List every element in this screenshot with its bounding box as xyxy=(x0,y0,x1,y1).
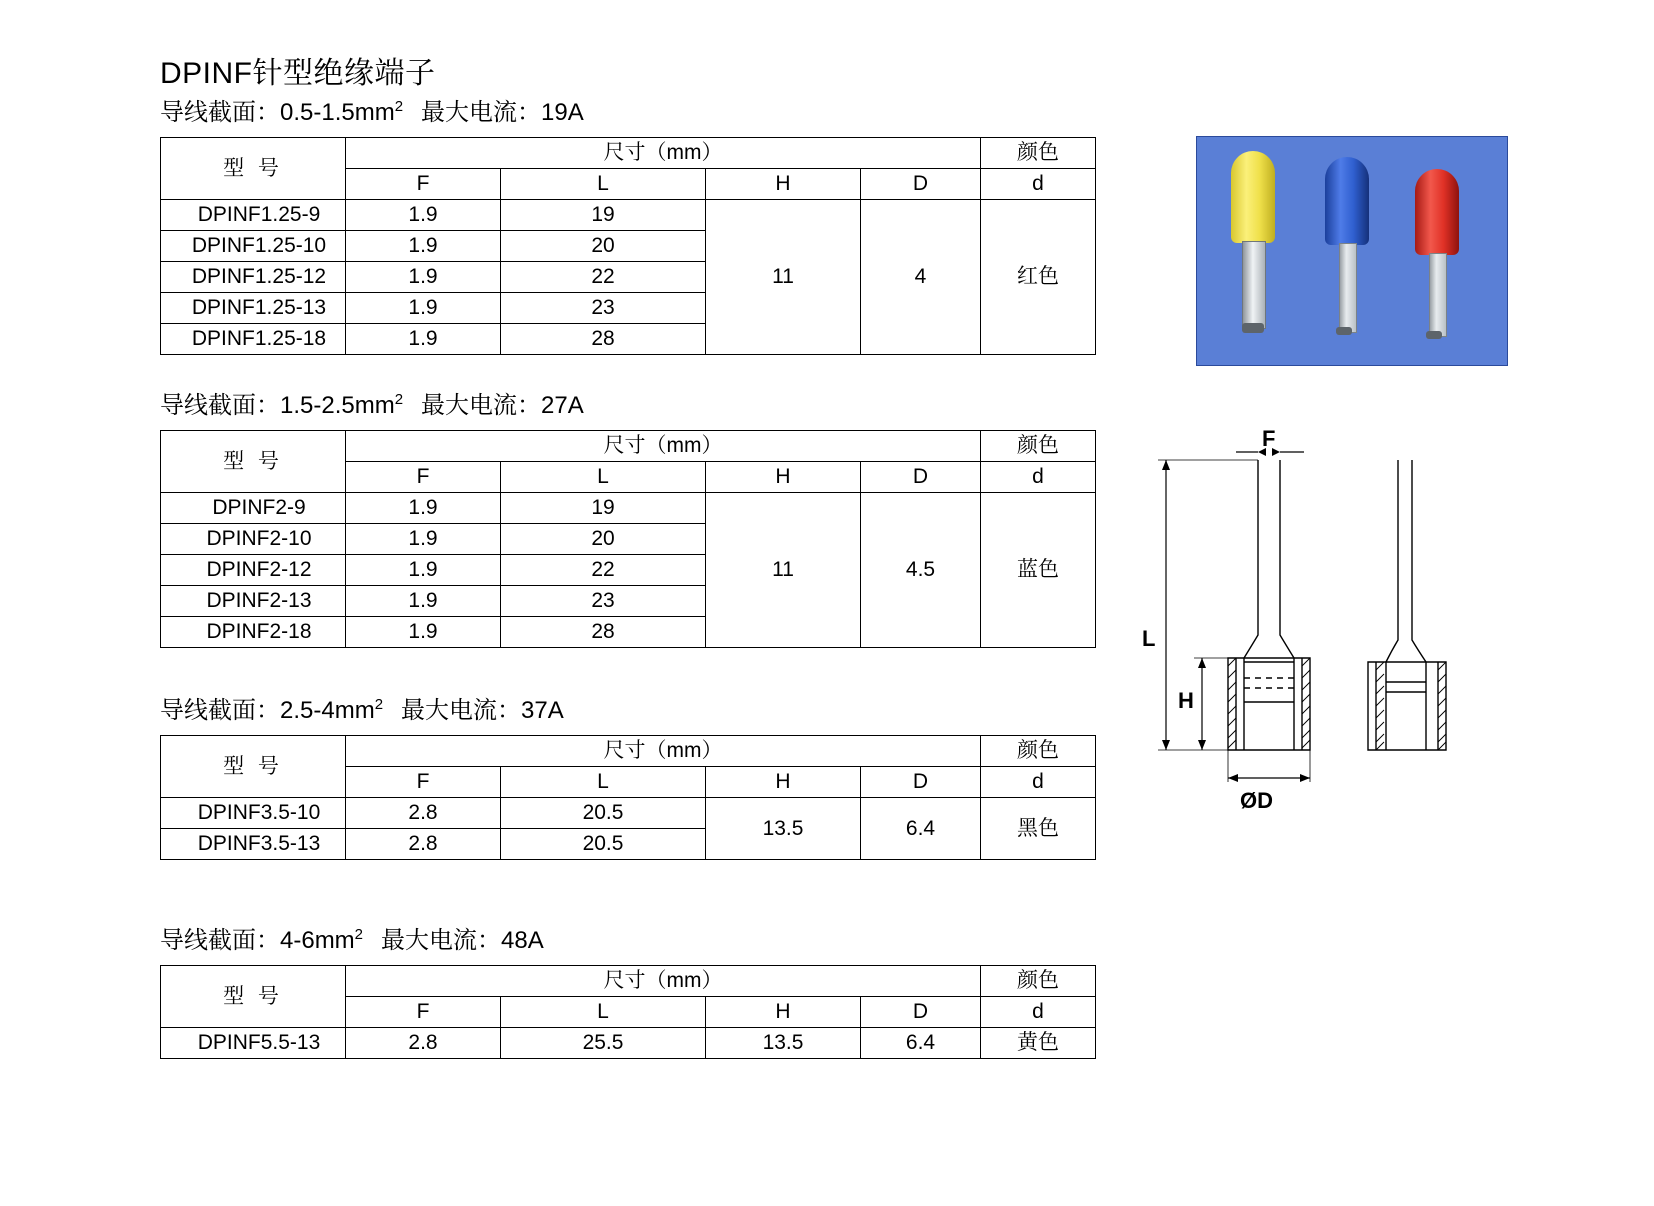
cell-model: DPINF3.5-13 xyxy=(161,829,346,860)
cell-f: 1.9 xyxy=(346,262,501,293)
header-color: 颜色 xyxy=(981,736,1096,767)
current-value-3: 37A xyxy=(521,697,564,724)
header-color: 颜色 xyxy=(981,138,1096,169)
spec-section-3 xyxy=(160,690,1096,860)
cell-l: 28 xyxy=(501,617,706,648)
cell-model: DPINF3.5-10 xyxy=(161,798,346,829)
spec-table-3 xyxy=(160,735,1096,860)
header-color: 颜色 xyxy=(981,966,1096,997)
cell-f: 2.8 xyxy=(346,798,501,829)
dimension-label-l: L xyxy=(1142,626,1156,651)
header-model: 型 号 xyxy=(161,966,346,1028)
cell-h: 13.5 xyxy=(706,1028,861,1059)
cell-l: 19 xyxy=(501,493,706,524)
wire-section-sup-1: 2 xyxy=(394,98,404,115)
table-row xyxy=(161,1028,1096,1059)
dimension-label-h: H xyxy=(1178,688,1194,713)
header-d: D xyxy=(861,169,981,200)
spec-table-4 xyxy=(160,965,1096,1059)
cell-model: DPINF1.25-10 xyxy=(161,231,346,262)
table-row xyxy=(161,493,1096,524)
header-model: 型 号 xyxy=(161,138,346,200)
wire-section-value-4: 4-6mm xyxy=(280,927,355,954)
wire-section-sup-3: 2 xyxy=(374,696,384,713)
current-label-4: 最大电流： xyxy=(381,927,502,954)
cell-h: 11 xyxy=(706,493,861,648)
header-h: H xyxy=(706,997,861,1028)
cell-model: DPINF1.25-13 xyxy=(161,293,346,324)
header-color: 颜色 xyxy=(981,431,1096,462)
spec-table-2 xyxy=(160,430,1096,648)
cell-d: 4 xyxy=(861,200,981,355)
cell-f: 1.9 xyxy=(346,324,501,355)
cell-model: DPINF2-10 xyxy=(161,524,346,555)
wire-section-value-1: 0.5-1.5mm xyxy=(280,99,395,126)
wire-section-value-2: 1.5-2.5mm xyxy=(280,392,395,419)
header-f: F xyxy=(346,767,501,798)
header-model: 型 号 xyxy=(161,736,346,798)
header-l: L xyxy=(501,462,706,493)
wire-section-label-2: 导线截面： xyxy=(160,392,280,419)
wire-section-label-3: 导线截面： xyxy=(160,697,280,724)
header-h: H xyxy=(706,169,861,200)
header-d: D xyxy=(861,462,981,493)
cell-l: 22 xyxy=(501,262,706,293)
header-f: F xyxy=(346,997,501,1028)
current-value-2: 27A xyxy=(541,392,584,419)
cell-color: 蓝色 xyxy=(981,493,1096,648)
dimension-label-d: ØD xyxy=(1240,788,1273,813)
table-header-row xyxy=(161,736,1096,767)
technical-drawing xyxy=(1140,426,1560,850)
header-d-small: d xyxy=(981,462,1096,493)
cell-model: DPINF2-18 xyxy=(161,617,346,648)
table-row xyxy=(161,200,1096,231)
cell-color: 黑色 xyxy=(981,798,1096,860)
spec-table-1 xyxy=(160,137,1096,355)
header-d: D xyxy=(861,767,981,798)
header-l: L xyxy=(501,767,706,798)
current-value-1: 19A xyxy=(541,99,584,126)
current-label-2: 最大电流： xyxy=(421,392,542,419)
table-row xyxy=(161,798,1096,829)
wire-section-label-1: 导线截面： xyxy=(160,99,280,126)
header-h: H xyxy=(706,462,861,493)
cell-l: 20 xyxy=(501,231,706,262)
spec-section-1 xyxy=(160,92,1096,355)
cell-l: 28 xyxy=(501,324,706,355)
product-photo xyxy=(1196,136,1508,366)
section-heading-1 xyxy=(160,92,1096,127)
header-f: F xyxy=(346,169,501,200)
cell-h: 11 xyxy=(706,200,861,355)
header-dimensions: 尺寸（mm） xyxy=(346,138,981,169)
cell-f: 1.9 xyxy=(346,617,501,648)
wire-section-value-3: 2.5-4mm xyxy=(280,697,375,724)
cell-l: 22 xyxy=(501,555,706,586)
header-d: D xyxy=(861,997,981,1028)
table-header-row xyxy=(161,966,1096,997)
cell-f: 1.9 xyxy=(346,555,501,586)
header-f: F xyxy=(346,462,501,493)
cell-h: 13.5 xyxy=(706,798,861,860)
cell-f: 1.9 xyxy=(346,293,501,324)
header-l: L xyxy=(501,997,706,1028)
header-model: 型 号 xyxy=(161,431,346,493)
header-d-small: d xyxy=(981,169,1096,200)
header-d-small: d xyxy=(981,767,1096,798)
cell-model: DPINF1.25-9 xyxy=(161,200,346,231)
cell-l: 19 xyxy=(501,200,706,231)
cell-f: 1.9 xyxy=(346,200,501,231)
cell-f: 1.9 xyxy=(346,524,501,555)
header-h: H xyxy=(706,767,861,798)
header-dimensions: 尺寸（mm） xyxy=(346,736,981,767)
cell-l: 25.5 xyxy=(501,1028,706,1059)
section-heading-4 xyxy=(160,920,1096,955)
cell-d: 6.4 xyxy=(861,1028,981,1059)
table-header-row xyxy=(161,138,1096,169)
cell-color: 黄色 xyxy=(981,1028,1096,1059)
current-label-3: 最大电流： xyxy=(401,697,522,724)
cell-l: 20.5 xyxy=(501,829,706,860)
section-heading-2 xyxy=(160,385,1096,420)
wire-section-label-4: 导线截面： xyxy=(160,927,280,954)
header-dimensions: 尺寸（mm） xyxy=(346,431,981,462)
cell-model: DPINF2-9 xyxy=(161,493,346,524)
cell-model: DPINF1.25-18 xyxy=(161,324,346,355)
wire-section-sup-2: 2 xyxy=(394,391,404,408)
cell-color: 红色 xyxy=(981,200,1096,355)
header-l: L xyxy=(501,169,706,200)
page-title: DPINF针型绝缘端子 xyxy=(160,57,436,90)
header-d-small: d xyxy=(981,997,1096,1028)
cell-l: 20.5 xyxy=(501,798,706,829)
cell-f: 1.9 xyxy=(346,231,501,262)
spec-section-2 xyxy=(160,385,1096,648)
cell-f: 1.9 xyxy=(346,586,501,617)
current-label-1: 最大电流： xyxy=(421,99,542,126)
cell-f: 2.8 xyxy=(346,829,501,860)
table-header-row xyxy=(161,431,1096,462)
current-value-4: 48A xyxy=(501,927,544,954)
cell-f: 2.8 xyxy=(346,1028,501,1059)
cell-d: 6.4 xyxy=(861,798,981,860)
cell-model: DPINF1.25-12 xyxy=(161,262,346,293)
cell-model: DPINF5.5-13 xyxy=(161,1028,346,1059)
dimension-label-f: F xyxy=(1262,426,1276,451)
cell-l: 20 xyxy=(501,524,706,555)
cell-l: 23 xyxy=(501,293,706,324)
terminal-cross-section-svg xyxy=(1140,430,1560,850)
section-heading-3 xyxy=(160,690,1096,725)
cell-l: 23 xyxy=(501,586,706,617)
cell-model: DPINF2-13 xyxy=(161,586,346,617)
header-dimensions: 尺寸（mm） xyxy=(346,966,981,997)
wire-section-sup-4: 2 xyxy=(354,926,364,943)
spec-section-4 xyxy=(160,920,1096,1059)
cell-model: DPINF2-12 xyxy=(161,555,346,586)
cell-f: 1.9 xyxy=(346,493,501,524)
cell-d: 4.5 xyxy=(861,493,981,648)
